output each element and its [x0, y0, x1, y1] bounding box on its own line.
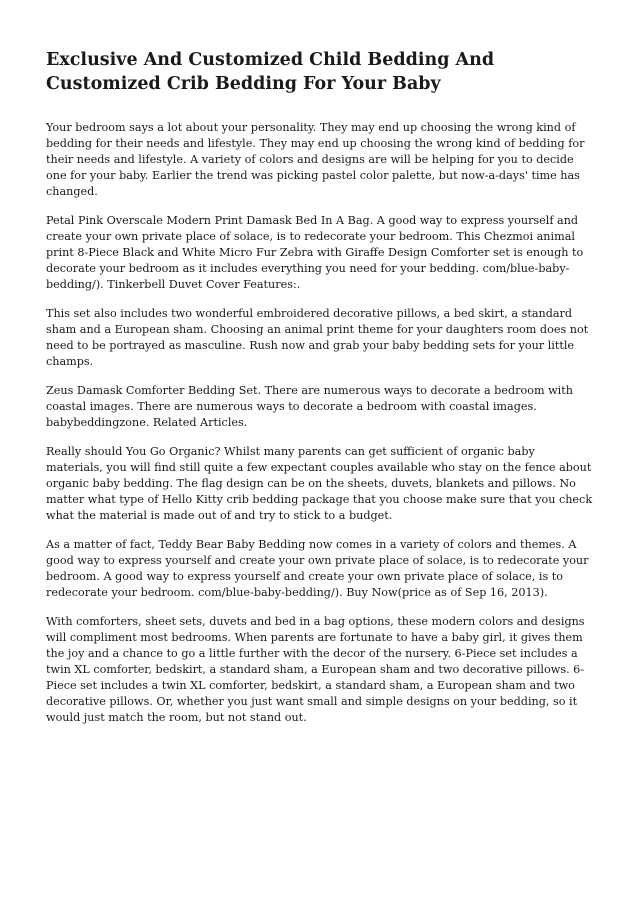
paragraph-7: With comforters, sheet sets, duvets and bed in a bag options, these modern colors and designs will compliment most bedrooms. When parents are fortunate to have a baby girl, it gives them the joy and a chance to go a little further with the decor of the nursery. 6-Piece set includes a twin XL comforter, bedskirt, a standard sham, a European sham and two decorative pillows. 6-Piece set includes a twin XL comforter, bedskirt, a standard sham, a European sham and two decorative pillows. Or, whether you just want small and simple designs on your bedding, so it would just match the room, but not stand out.: [46, 615, 585, 724]
paragraph-5: Really should You Go Organic? Whilst many parents can get sufficient of organic baby materials, you will find still quite a few expectant couples available who stay on the fence about organic baby bedding. The flag design can be on the sheets, duvets, blankets and pillows. No matter what type of Hello Kitty crib bedding package that you choose make sure that you check what the material is made out of and try to stick to a budget.: [46, 445, 593, 522]
document-title: Exclusive And Customized Child Bedding And Customized Crib Bedding For Your Baby: [46, 50, 495, 94]
paragraph-2: Petal Pink Overscale Modern Print Damask Bed In A Bag. A good way to express yourself and create your own private place of solace, is to redecorate your bedroom. This Chezmoi animal print 8-Piece Black and White Micro Fur Zebra with Giraffe Design Comforter set is enough to decorate your bedroom as it includes everything you need for your bedding. com/blue-baby-bedding/). Tinkerbell Duvet Cover Features:.: [46, 214, 584, 291]
paragraph-3: This set also includes two wonderful embroidered decorative pillows, a bed skirt, a standard sham and a European sham. Choosing an animal print theme for your daughters room does not need to be portrayed as masculine. Rush now and grab your baby bedding sets for your little champs.: [46, 307, 589, 368]
document-page: [46, 48, 594, 739]
paragraph-1: Your bedroom says a lot about your personality. They may end up choosing the wrong kind of bedding for their needs and lifestyle. They may end up choosing the wrong kind of bedding for their needs and lifestyle. A variety of colors and designs are will be helping for you to decide one for your baby. Earlier the trend was picking pastel color palette, but now-a-days' time has changed.: [46, 121, 585, 198]
paragraph-6: As a matter of fact, Teddy Bear Baby Bedding now comes in a variety of colors and themes. A good way to express yourself and create your own private place of solace, is to redecorate your bedroom. A good way to express yourself and create your own private place of solace, is to redecorate your bedroom. com/blue-baby-bedding/). Buy Now(price as of Sep 16, 2013).: [46, 538, 589, 599]
paragraph-4: Zeus Damask Comforter Bedding Set. There are numerous ways to decorate a bedroom with coastal images. There are numerous ways to decorate a bedroom with coastal images. babybeddingzone. Related Articles.: [46, 384, 573, 429]
